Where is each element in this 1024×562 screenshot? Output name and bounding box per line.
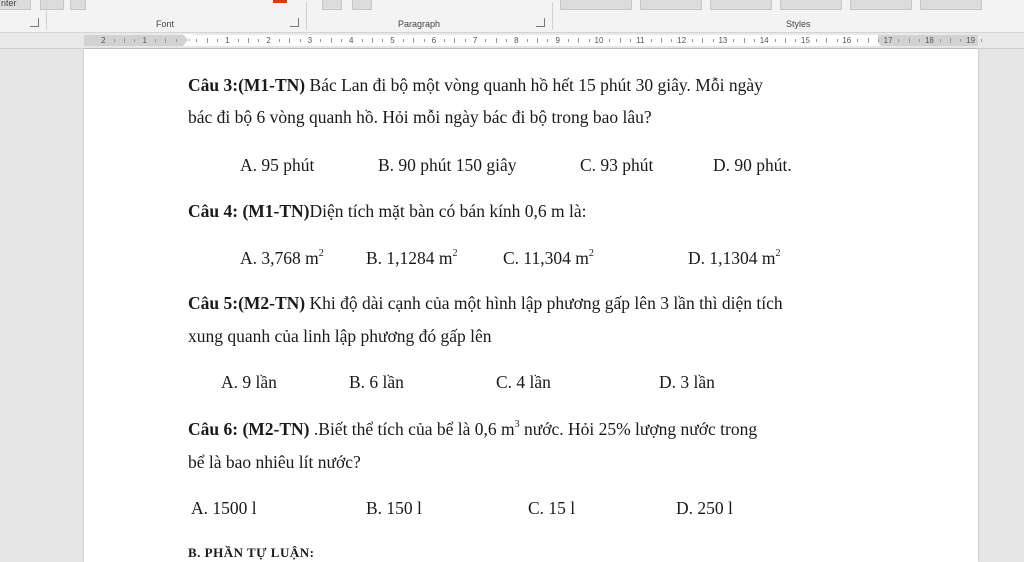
q4-label: Câu 4: (M1-TN)	[188, 201, 310, 221]
style-heading-2[interactable]	[780, 0, 842, 10]
ruler-number: 1	[225, 36, 230, 45]
ruler-number: 13	[718, 36, 728, 45]
ruler-tick	[403, 39, 404, 42]
ruler-tick	[114, 39, 115, 42]
q6-line-1	[188, 419, 757, 440]
ruler-number: 9	[555, 36, 560, 45]
q4-option-c-exponent: 2	[588, 248, 594, 259]
ruler-tick	[341, 39, 342, 42]
ruler-number: 1	[142, 36, 147, 45]
ruler-tick	[424, 39, 425, 42]
ruler-number: 10	[594, 36, 604, 45]
q4-option-b-text: B. 1,1284 m	[366, 248, 453, 268]
ruler-tick	[362, 39, 363, 42]
ruler-tick	[238, 39, 239, 42]
ruler-tick	[527, 39, 528, 42]
ruler-tick	[382, 39, 383, 42]
ruler-tick	[465, 39, 466, 42]
paragraph-dialog-launcher-icon[interactable]	[536, 18, 545, 27]
ruler-tick	[609, 39, 610, 42]
ruler-tick	[578, 38, 579, 43]
ruler-number: 3	[307, 36, 313, 45]
ruler-tick	[868, 38, 869, 43]
q3-option-d: D. 90 phút.	[713, 155, 792, 175]
style-heading-1[interactable]	[710, 0, 772, 10]
ruler-number: 8	[514, 36, 519, 45]
ruler-tick	[754, 39, 755, 42]
ruler-number: 19	[966, 36, 976, 45]
q4-option-a-exponent: 2	[318, 248, 324, 259]
clipboard-dialog-launcher-icon[interactable]	[30, 18, 39, 27]
ruler-tick	[702, 38, 703, 43]
paragraph-group-label: Paragraph	[398, 19, 441, 29]
q6-text-1a: .Biết thể tích của bể là 0,6 m	[309, 419, 515, 439]
font-dialog-launcher-icon[interactable]	[290, 18, 299, 27]
ruler-tick	[444, 39, 445, 42]
q4-option-b-exponent: 2	[452, 248, 458, 259]
hanging-indent-marker-icon[interactable]	[183, 40, 193, 46]
font-color-indicator[interactable]	[273, 0, 287, 3]
q5-text-1: Khi độ dài cạnh của một hình lập phương gấp lên 3 lần thì diện tích	[305, 293, 783, 313]
q4-option-d-exponent: 2	[775, 248, 781, 259]
ruler-number: 5	[390, 36, 395, 45]
ruler-tick	[671, 39, 672, 42]
q3-option-a: A. 95 phút	[240, 155, 315, 175]
ruler-tick	[692, 39, 693, 42]
q6-text-2: bể là bao nhiêu lít nước?	[188, 452, 361, 472]
q4-option-a	[240, 248, 324, 269]
ruler-tick	[661, 38, 662, 43]
horizontal-ruler[interactable]	[0, 33, 1024, 49]
ruler-tick	[248, 38, 249, 43]
ruler-tick	[775, 39, 776, 42]
font-group-label: Font	[156, 19, 175, 29]
ruler-tick	[733, 39, 734, 42]
q4-line	[188, 201, 587, 222]
ruler-tick	[413, 38, 414, 43]
q6-text-1b: nước. Hỏi 25% lượng nước trong	[519, 419, 758, 439]
ruler-tick	[372, 38, 373, 43]
ruler-number: 4	[348, 36, 354, 45]
style-subtitle[interactable]	[920, 0, 982, 10]
q5-option-b: B. 6 lần	[349, 372, 404, 392]
ruler-tick	[950, 38, 951, 43]
document-page[interactable]	[84, 49, 978, 562]
ruler-number: 2	[101, 36, 106, 45]
ruler-tick	[134, 39, 135, 42]
q4-option-a-text: A. 3,768 m	[240, 248, 319, 268]
right-indent-marker-icon[interactable]	[871, 40, 881, 46]
q4-text: Diện tích mặt bàn có bán kính 0,6 m là:	[309, 201, 587, 221]
q6-option-d: D. 250 l	[676, 498, 733, 518]
ruler-tick	[217, 39, 218, 42]
q5-option-d: D. 3 lần	[659, 372, 715, 392]
ruler-tick	[124, 38, 125, 43]
q3-text-2: bác đi bộ 6 vòng quanh hồ. Hỏi mỗi ngày bác đi bộ trong bao lâu?	[188, 107, 652, 127]
font-grow-button[interactable]	[70, 0, 86, 10]
style-normal[interactable]	[560, 0, 632, 10]
ruler-tick	[165, 38, 166, 43]
ruler-tick	[568, 39, 569, 42]
ruler-tick	[155, 39, 156, 42]
q6-label: Câu 6: (M2-TN)	[188, 419, 310, 439]
line-spacing-button[interactable]	[352, 0, 372, 10]
ruler-number: 12	[677, 36, 687, 45]
ruler-number: 17	[883, 36, 893, 45]
ruler-tick	[320, 39, 321, 42]
ruler-tick	[331, 38, 332, 43]
ruler-tick	[940, 39, 941, 42]
ruler-tick	[795, 39, 796, 42]
q4-option-c	[503, 248, 594, 269]
q6-option-c: C. 15 l	[528, 498, 576, 518]
ruler-number: 16	[842, 36, 852, 45]
q5-text-2: xung quanh của linh lập phương đó gấp lên	[188, 326, 492, 346]
q6-option-b: B. 150 l	[366, 498, 422, 518]
ruler-left-margin	[84, 35, 190, 46]
q5-option-a: A. 9 lần	[221, 372, 277, 392]
ruler-tick	[960, 39, 961, 42]
ruler-number: 15	[801, 36, 810, 45]
q6-exponent: 3	[514, 419, 520, 430]
q3-text-1: Bác Lan đi bộ một vòng quanh hồ hết 15 phút 30 giây. Mỗi ngày	[305, 75, 763, 95]
ruler-tick	[909, 38, 910, 43]
ruler-number: 6	[431, 36, 437, 45]
ruler-tick	[589, 39, 590, 42]
ruler-tick	[485, 39, 486, 42]
ruler-tick	[981, 39, 982, 42]
ruler-tick	[300, 39, 301, 42]
q4-option-d-text: D. 1,1304 m	[688, 248, 776, 268]
group-divider	[306, 2, 307, 30]
q3-option-b: B. 90 phút 150 giây	[378, 155, 517, 175]
ruler-number: 18	[924, 36, 934, 45]
ruler-tick	[713, 39, 714, 42]
ruler-tick	[454, 38, 455, 43]
group-divider	[46, 2, 47, 30]
q3-option-c: C. 93 phút	[580, 155, 654, 175]
style-title[interactable]	[850, 0, 912, 10]
ruler-tick	[289, 38, 290, 43]
ruler-number: 7	[472, 36, 478, 45]
font-size-box[interactable]	[40, 0, 64, 10]
ruler-tick	[258, 39, 259, 42]
ruler-tick	[537, 38, 538, 43]
ruler-tick	[547, 39, 548, 42]
ruler-number: 11	[636, 36, 645, 45]
styles-group-label: Styles	[786, 19, 811, 29]
q5-label: Câu 5:(M2-TN)	[188, 293, 306, 313]
ruler-tick	[919, 39, 920, 42]
ruler-tick	[837, 39, 838, 42]
ruler-tick	[620, 38, 621, 43]
ruler-tick	[207, 38, 208, 43]
ruler-tick	[898, 39, 899, 42]
ruler-tick	[651, 39, 652, 42]
ruler-tick	[279, 39, 280, 42]
q6-option-a: A. 1500 l	[191, 498, 257, 518]
q4-option-d	[688, 248, 781, 269]
ruler-tick	[826, 38, 827, 43]
ruler-tick	[816, 39, 817, 42]
ruler-tick	[496, 38, 497, 43]
ribbon-fragment-label: nter	[1, 0, 17, 8]
ruler-tick	[176, 39, 177, 42]
ruler-tick	[196, 39, 197, 42]
ruler-number: 14	[759, 36, 769, 45]
q4-option-b	[366, 248, 458, 269]
ruler-tick	[506, 39, 507, 42]
ruler-tick	[744, 38, 745, 43]
ruler-tick	[785, 38, 786, 43]
document-body[interactable]	[84, 49, 978, 562]
section-b-heading: B. PHẦN TỰ LUẬN:	[188, 545, 315, 560]
q3-line-1	[188, 75, 763, 96]
q5-line-1	[188, 293, 783, 314]
q5-option-c: C. 4 lần	[496, 372, 551, 392]
q3-label: Câu 3:(M1-TN)	[188, 75, 306, 95]
ruler-tick	[630, 39, 631, 42]
group-divider	[552, 2, 553, 30]
style-no-spacing[interactable]	[640, 0, 702, 10]
ribbon-fragment-left[interactable]	[0, 0, 31, 10]
ruler-number: 2	[266, 36, 271, 45]
ribbon	[0, 0, 1024, 33]
q4-option-c-text: C. 11,304 m	[503, 248, 589, 268]
ruler-tick	[857, 39, 858, 42]
align-button[interactable]	[322, 0, 342, 10]
